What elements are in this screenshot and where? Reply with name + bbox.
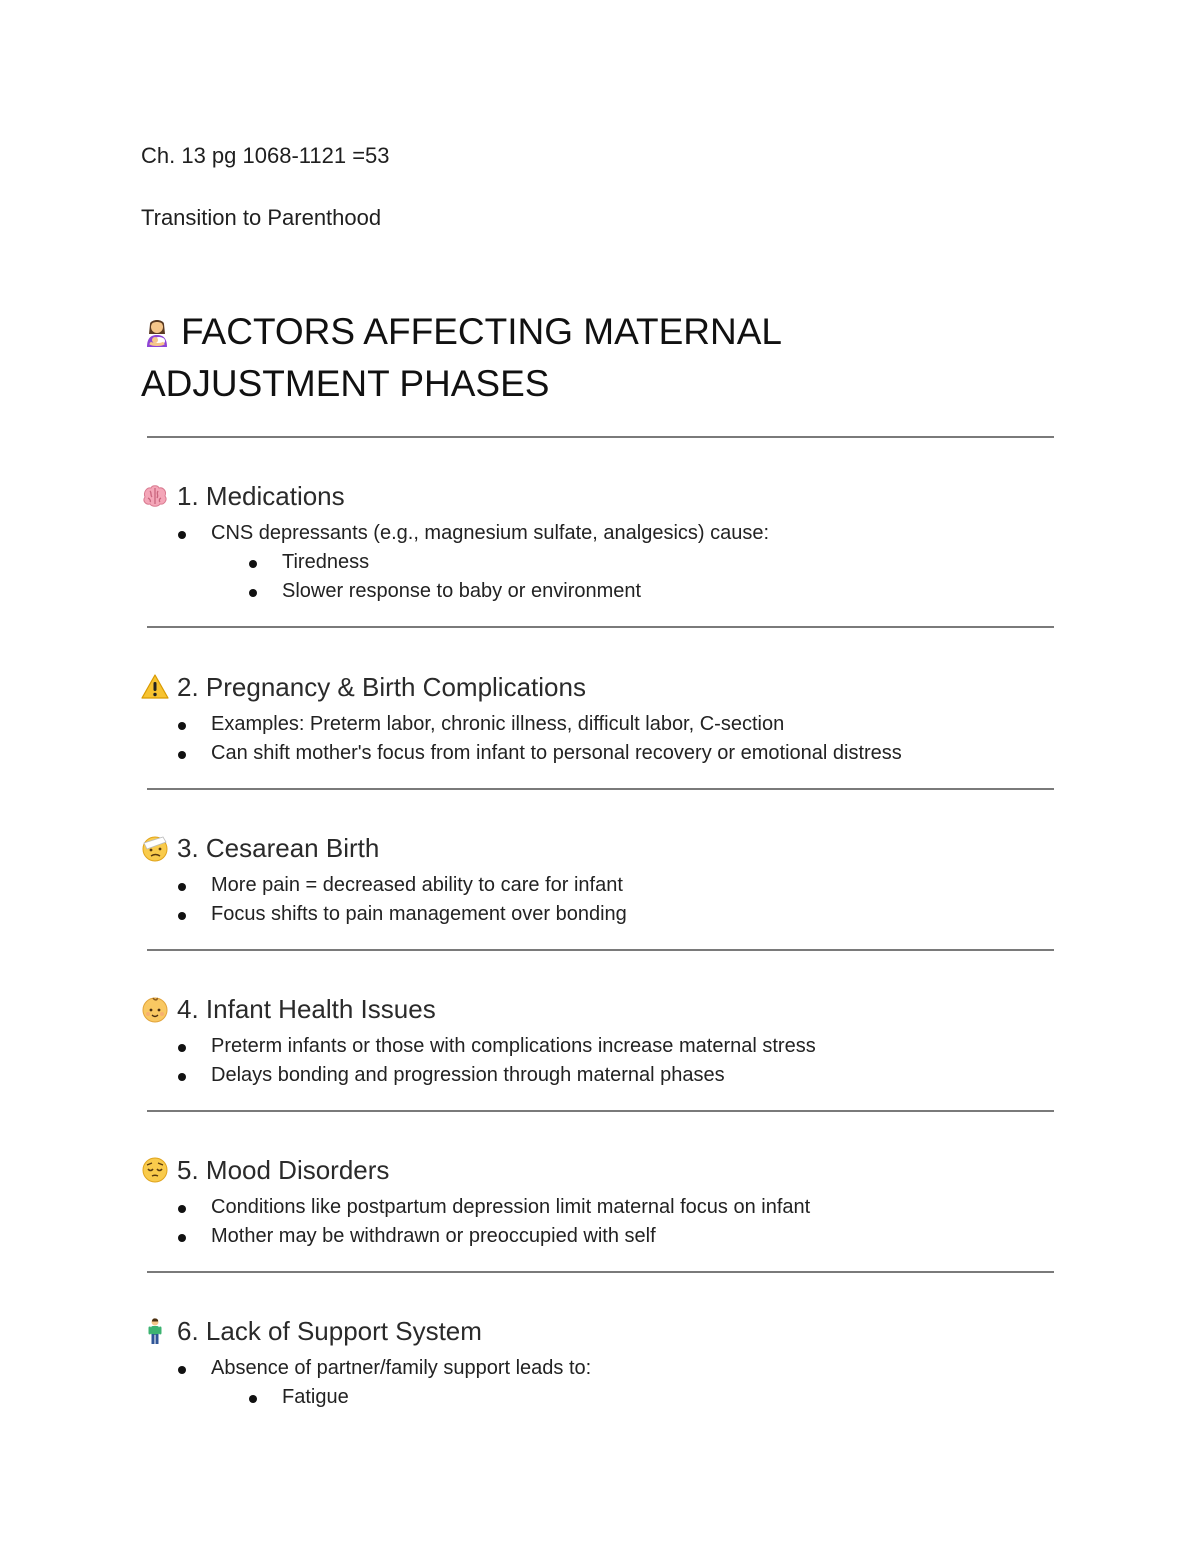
bullet-list	[141, 710, 1091, 768]
list-item	[141, 710, 1091, 739]
section-heading	[141, 670, 1091, 704]
list-item	[141, 1061, 1091, 1090]
section-heading-text: 4. Infant Health Issues	[177, 994, 436, 1024]
title-line-1: FACTORS AFFECTING MATERNAL	[181, 311, 782, 352]
bullet-icon	[178, 1073, 186, 1081]
bullet-icon	[178, 722, 186, 730]
bullet-list	[141, 1193, 1091, 1251]
list-item-text: Mother may be withdrawn or preoccupied with self	[211, 1225, 656, 1247]
bullet-icon	[249, 1395, 257, 1403]
section-cesarean	[141, 831, 1091, 929]
bandaged-face-icon	[141, 834, 169, 862]
list-item-text: Conditions like postpartum depression limit maternal focus on infant	[211, 1196, 811, 1218]
bullet-icon	[178, 883, 186, 891]
section-heading-text: 2. Pregnancy & Birth Complications	[177, 672, 586, 702]
list-item	[141, 900, 1091, 929]
sub-list-item	[141, 548, 1091, 577]
bullet-icon	[178, 912, 186, 920]
bullet-list	[141, 871, 1091, 929]
list-item	[141, 1032, 1091, 1061]
sub-list-item	[141, 577, 1091, 606]
section-heading-text: 5. Mood Disorders	[177, 1155, 390, 1185]
section-heading	[141, 1153, 1091, 1187]
list-item-text: Tiredness	[282, 551, 370, 573]
brain-icon	[141, 482, 169, 510]
bullet-list	[141, 1032, 1091, 1090]
list-item-text: Delays bonding and progression through maternal phases	[211, 1064, 725, 1086]
list-item-text: Fatigue	[282, 1386, 349, 1408]
bullet-icon	[178, 751, 186, 759]
sub-list-item	[141, 1383, 1091, 1412]
divider	[147, 949, 1054, 951]
chapter-reference: Ch. 13 pg 1068-1121 =53	[141, 143, 390, 168]
section-heading-text: 6. Lack of Support System	[177, 1316, 482, 1346]
section-complications	[141, 670, 1091, 768]
breastfeeding-woman-icon	[141, 310, 173, 342]
title-line-2: ADJUSTMENT PHASES	[141, 363, 550, 404]
warning-icon	[141, 673, 169, 701]
section-heading	[141, 831, 1091, 865]
divider	[147, 1271, 1054, 1273]
section-heading-text: 3. Cesarean Birth	[177, 833, 380, 863]
list-item-text: CNS depressants (e.g., magnesium sulfate, analgesics) cause:	[211, 522, 770, 544]
list-item-text: Absence of partner/family support leads to:	[211, 1357, 592, 1379]
main-title	[141, 306, 1041, 410]
divider	[147, 436, 1054, 438]
divider	[147, 788, 1054, 790]
bullet-icon	[178, 1044, 186, 1052]
list-item	[141, 739, 1091, 768]
list-item-text: Slower response to baby or environment	[282, 580, 642, 602]
list-item	[141, 1193, 1091, 1222]
section-mood-disorders	[141, 1153, 1091, 1251]
list-item-text: Preterm infants or those with complications increase maternal stress	[211, 1035, 816, 1057]
bullet-list	[141, 1354, 1091, 1412]
list-item-text: Examples: Preterm labor, chronic illness, difficult labor, C-section	[211, 713, 785, 735]
bullet-icon	[249, 560, 257, 568]
bullet-icon	[178, 1205, 186, 1213]
section-support-system	[141, 1314, 1091, 1412]
bullet-icon	[249, 589, 257, 597]
bullet-icon	[178, 531, 186, 539]
baby-icon	[141, 995, 169, 1023]
bullet-icon	[178, 1366, 186, 1374]
list-item	[141, 1354, 1091, 1383]
section-heading-text: 1. Medications	[177, 481, 345, 511]
section-heading	[141, 1314, 1091, 1348]
section-heading	[141, 992, 1091, 1026]
section-infant-health	[141, 992, 1091, 1090]
pensive-face-icon	[141, 1156, 169, 1184]
list-item-text: Focus shifts to pain management over bonding	[211, 903, 627, 925]
divider	[147, 626, 1054, 628]
list-item	[141, 871, 1091, 900]
list-item-text: Can shift mother's focus from infant to personal recovery or emotional distress	[211, 742, 902, 764]
section-medications	[141, 479, 1091, 606]
list-item-text: More pain = decreased ability to care for infant	[211, 874, 623, 896]
list-item	[141, 519, 1091, 548]
bullet-icon	[178, 1234, 186, 1242]
bullet-list	[141, 519, 1091, 606]
section-heading	[141, 479, 1091, 513]
list-item	[141, 1222, 1091, 1251]
document-subtitle: Transition to Parenthood	[141, 205, 382, 230]
divider	[147, 1110, 1054, 1112]
standing-person-icon	[141, 1317, 169, 1345]
